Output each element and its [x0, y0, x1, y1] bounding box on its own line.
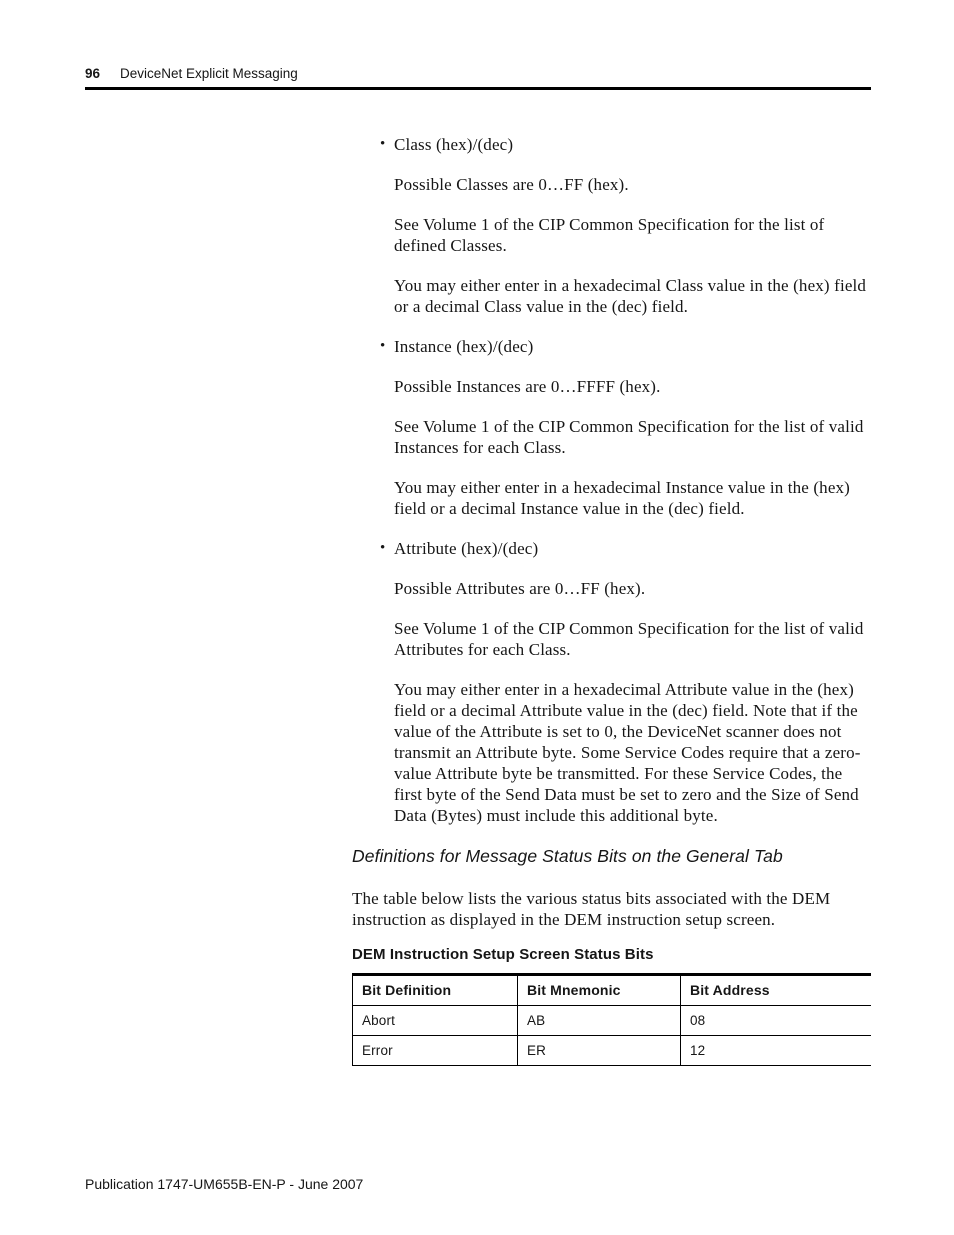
bullet-item-attribute — [352, 538, 870, 559]
running-header-title: DeviceNet Explicit Messaging — [120, 66, 298, 81]
bullet-label: Attribute (hex)/(dec) — [394, 539, 539, 558]
body-paragraph: You may either enter in a hexadecimal Attribute value in the (hex) field or a decimal Attribute value in the (dec) field. Note that if the value of the Attribute is set to 0, the DeviceNet scanner does not transmit an Attribute byte. Some Service Codes require that a zero-value Attribute byte be transmitted. For these Service Codes, the first byte of the Send Data must be set to zero and the Size of Send Data (Bytes) must include this additional byte. — [394, 680, 861, 825]
status-bits-table — [352, 973, 871, 1066]
table-cell: ER — [518, 1036, 681, 1066]
bullet-label: Class (hex)/(dec) — [394, 135, 514, 154]
bullet-icon: • — [380, 338, 386, 354]
table-cell: 08 — [681, 1006, 871, 1036]
body-paragraph: See Volume 1 of the CIP Common Specification for the list of valid Attributes for each Class. — [394, 619, 864, 659]
section-heading: Definitions for Message Status Bits on the General Tab — [352, 846, 783, 866]
table-header-row — [353, 975, 871, 1006]
table-cell: Abort — [353, 1006, 518, 1036]
body-paragraph: Possible Classes are 0…FF (hex). — [394, 175, 629, 194]
bullet-icon: • — [380, 136, 386, 152]
bullet-item-class — [352, 134, 870, 155]
body-paragraph: Possible Attributes are 0…FF (hex). — [394, 579, 646, 598]
header-rule — [85, 87, 871, 90]
main-text-column — [352, 134, 870, 1066]
table-row — [353, 1006, 871, 1036]
table-header-cell: Bit Mnemonic — [518, 975, 681, 1006]
body-paragraph: You may either enter in a hexadecimal Instance value in the (hex) field or a decimal Instance value in the (dec) field. — [394, 478, 850, 518]
table-cell: 12 — [681, 1036, 871, 1066]
body-paragraph: Possible Instances are 0…FFFF (hex). — [394, 377, 661, 396]
bullet-icon: • — [380, 540, 386, 556]
table-row — [353, 1036, 871, 1066]
bullet-label: Instance (hex)/(dec) — [394, 337, 534, 356]
table-cell: AB — [518, 1006, 681, 1036]
footer-publication-text: Publication 1747-UM655B-EN-P - June 2007 — [85, 1176, 364, 1192]
bullet-item-instance — [352, 336, 870, 357]
table-caption: DEM Instruction Setup Screen Status Bits — [352, 946, 654, 963]
body-paragraph: You may either enter in a hexadecimal Class value in the (hex) field or a decimal Class value in the (dec) field. — [394, 276, 867, 316]
table-header-cell: Bit Address — [681, 975, 871, 1006]
body-paragraph: See Volume 1 of the CIP Common Specification for the list of defined Classes. — [394, 215, 825, 255]
table-header-cell: Bit Definition — [353, 975, 518, 1006]
body-paragraph: See Volume 1 of the CIP Common Specification for the list of valid Instances for each Class. — [394, 417, 864, 457]
intro-paragraph: The table below lists the various status bits associated with the DEM instruction as displayed in the DEM instruction setup screen. — [352, 889, 831, 929]
table-cell: Error — [353, 1036, 518, 1066]
page-number: 96 — [85, 66, 101, 81]
